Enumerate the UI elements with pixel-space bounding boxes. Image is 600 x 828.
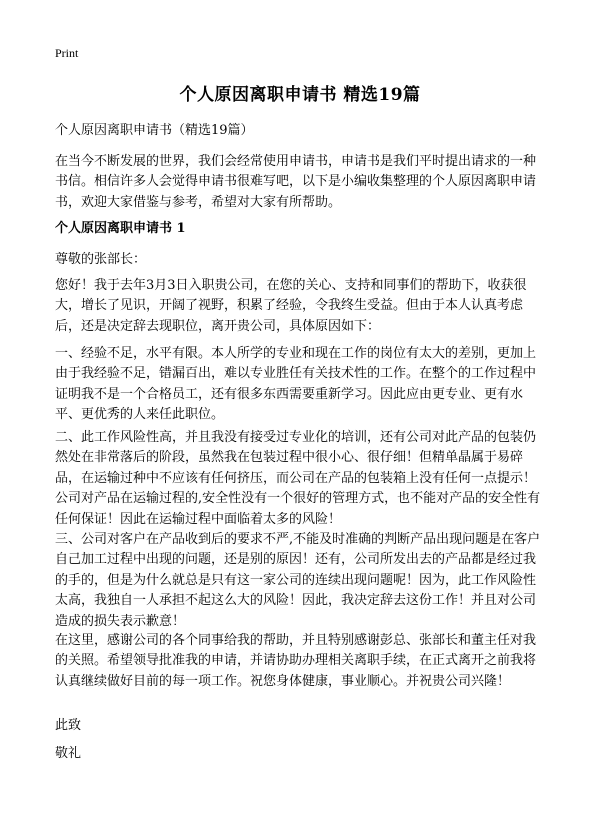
body-paragraph-3: 二、此工作风险性高，并且我没有接受过专业化的培训，还有公司对此产品的包装仍然处在非常落后的阶段，虽然我在包装过程中很小心、很仔细！但精单晶属于易碎品，在运输过种中不应该有任何挤压，而公司在产品的包装箱上没有任何一点提示！公司对产品在运输过程的,安全性没有一个很好的管理方式，也不能对产品的安全性有任何保证！因此在运输过程中面临着太多的风险！ [55,430,541,527]
body-paragraph-1: 您好！我于去年3月3日入职贵公司，在您的关心、支持和同事们的帮助下，收获很大，增长了见识，开阔了视野，积累了经验，令我终生受益。但由于本人认真考虑后，还是决定辞去现职位，离开贵公司，具体原因如下： [55,278,527,334]
intro-paragraph: 在当今不断发展的世界，我们会经常使用申请书，申请书是我们平时提出请求的一种书信。相信许多人会觉得申请书很难写吧，以下是小编收集整理的个人原因离职申请书，欢迎大家借鉴与参考，希望对大家有所帮助。 [55,154,537,210]
document-title: 个人原因离职申请书 精选19篇 [179,85,421,105]
section-heading: 个人原因离职申请书 1 [55,221,186,236]
closing-line-2: 敬礼 [55,746,82,761]
body-paragraph-4: 三、公司对客户在产品收到后的要求不严,不能及时准确的判断产品出现问题是在客户自己加工过程中出现的问题，还是别的原因！还有，公司所发出去的产品都是经过我的手的，但是为什么就总是只有这一家公司的连续出现问题呢！因为，此工作风险性太高，我独自一人承担不起这么大的风险！因此，我决定辞去这份工作！并且对公司造成的损失表示歉意！ [55,532,541,629]
salutation: 尊敬的张部长： [55,252,147,267]
body-paragraph-2: 一、经验不足，水平有限。本人所学的专业和现在工作的岗位有太大的差别，更加上由于我经验不足，错漏百出，难以专业胜任有关技术性的工作。在整个的工作过程中证明我不是一个合格员工，还有很多东西需要重新学习。因此应由更专业、更有水平、更优秀的人来任此职位。 [55,346,537,423]
print-link[interactable]: Print [55,46,79,60]
closing-line-1: 此致 [55,718,82,733]
body-paragraph-5: 在这里，感谢公司的各个同事给我的帮助，并且特别感谢彭总、张部长和董主任对我的关照。希望领导批准我的申请，并请协助办理相关离职手续，在正式离开之前我将认真继续做好目前的每一项工作。祝您身体健康，事业顺心。并祝贵公司兴隆！ [55,633,537,689]
document-subtitle: 个人原因离职申请书（精选19篇） [55,123,254,138]
